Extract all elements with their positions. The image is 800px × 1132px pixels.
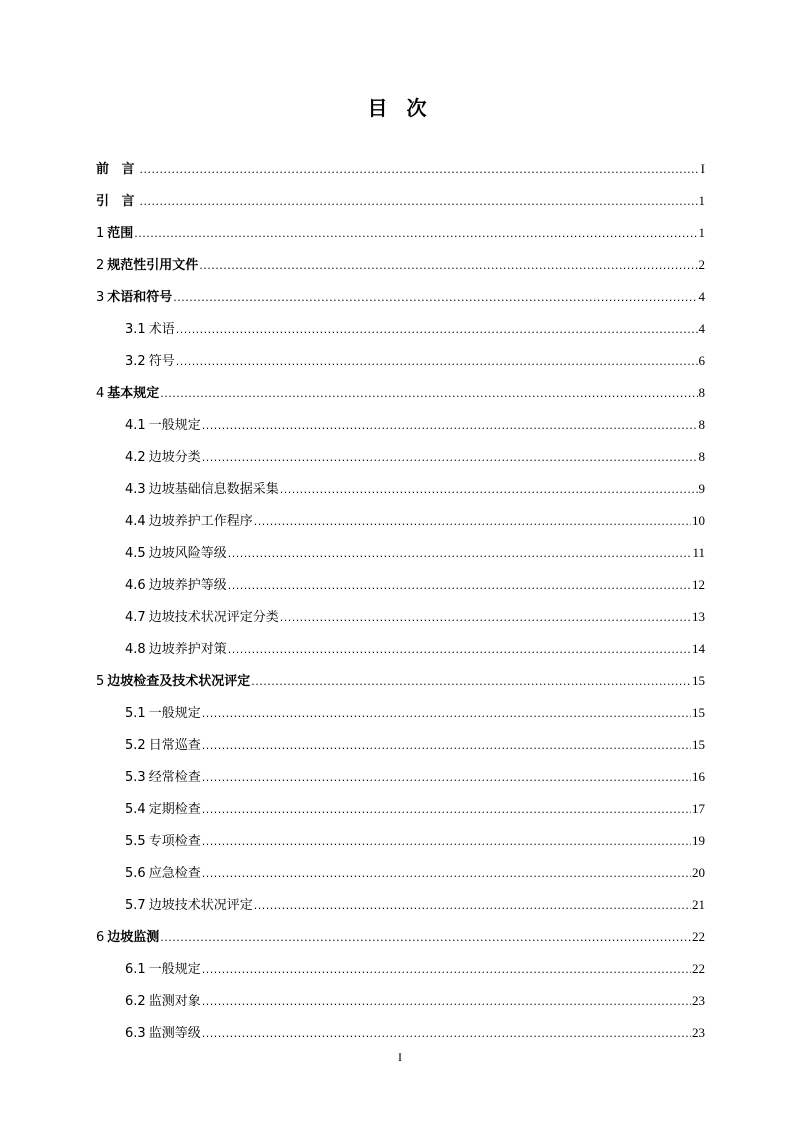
toc-entry[interactable]	[96, 761, 705, 793]
toc-entry-label: 一般规定	[148, 418, 201, 433]
toc-dot-leader	[202, 762, 691, 794]
toc-dot-leader	[202, 730, 691, 762]
toc-entry-page: 23	[692, 1025, 705, 1040]
toc-entry-number: 5.2	[125, 738, 146, 753]
toc-entry-label: 范围	[107, 226, 134, 241]
toc-dot-leader	[202, 858, 691, 890]
toc-entry-label: 边坡风险等级	[148, 546, 227, 561]
toc-entry[interactable]	[96, 985, 705, 1017]
toc-entry-label: 经常检查	[148, 770, 201, 785]
page-title: 目 次	[367, 96, 433, 120]
toc-entry-page: 10	[692, 513, 705, 528]
toc-entry-page: 21	[692, 897, 705, 912]
toc-entry-page: 8	[698, 385, 705, 400]
toc-entry-number: 5.5	[125, 834, 146, 849]
toc-entry-page: 22	[692, 929, 705, 944]
toc-dot-leader	[280, 602, 691, 634]
toc-dot-leader	[160, 922, 691, 954]
toc-entry-number: 5.4	[125, 802, 146, 817]
toc-entry-number: 4.2	[125, 450, 146, 465]
toc-entry[interactable]	[96, 601, 705, 633]
toc-dot-leader	[134, 218, 697, 250]
toc-entry-label: 监测对象	[148, 994, 201, 1009]
toc-entry-page: 17	[692, 801, 705, 816]
toc-dot-leader	[254, 890, 691, 922]
toc-entry-page: 15	[692, 673, 705, 688]
toc-dot-leader	[251, 666, 691, 698]
toc-dot-leader	[202, 442, 698, 474]
toc-entry[interactable]	[96, 377, 705, 409]
toc-entry-page: 9	[698, 481, 705, 496]
toc-entry[interactable]	[96, 473, 705, 505]
toc-entry-page: 2	[698, 257, 705, 272]
toc-entry[interactable]	[96, 633, 705, 665]
toc-entry-label: 边坡技术状况评定	[148, 898, 253, 913]
toc-entry[interactable]	[96, 825, 705, 857]
toc-entry-number: 5	[96, 674, 105, 689]
toc-entry[interactable]	[96, 889, 705, 921]
toc-dot-leader	[202, 986, 691, 1018]
toc-entry-number: 3.1	[125, 322, 146, 337]
toc-entry-number: 2	[96, 258, 105, 273]
toc-dot-leader	[202, 826, 691, 858]
toc-entry-label: 基本规定	[107, 386, 160, 401]
toc-entry-page: 4	[698, 321, 705, 336]
toc-dot-leader	[228, 538, 692, 570]
toc-entry[interactable]	[96, 857, 705, 889]
toc-entry[interactable]	[96, 665, 705, 697]
toc-entry-label: 边坡养护等级	[148, 578, 227, 593]
toc-dot-leader	[202, 1018, 691, 1050]
toc-entry[interactable]	[96, 793, 705, 825]
toc-entry-label: 边坡基础信息数据采集	[148, 482, 279, 497]
toc-entry[interactable]	[96, 729, 705, 761]
toc-entry-number: 5.3	[125, 770, 146, 785]
toc-dot-leader	[228, 570, 691, 602]
toc-entry-page: 15	[692, 705, 705, 720]
toc-entry-page: 4	[698, 289, 705, 304]
toc-dot-leader	[202, 794, 691, 826]
toc-entry-number: 4.8	[125, 642, 146, 657]
toc-entry-page: 19	[692, 833, 705, 848]
toc-entry-number: 4.5	[125, 546, 146, 561]
toc-dot-leader	[228, 634, 691, 666]
toc-entry-page: 14	[692, 641, 705, 656]
toc-entry[interactable]	[96, 505, 705, 537]
toc-entry[interactable]	[96, 537, 705, 569]
toc-entry-page: 23	[692, 993, 705, 1008]
toc-entry[interactable]	[96, 345, 705, 377]
toc-entry-page: 15	[692, 737, 705, 752]
toc-dot-leader	[140, 186, 698, 218]
toc-entry-number: 4.6	[125, 578, 146, 593]
toc-entry[interactable]	[96, 313, 705, 345]
toc-entry-label: 日常巡查	[148, 738, 201, 753]
toc-entry-number: 4.4	[125, 514, 146, 529]
toc-entry-number: 4.7	[125, 610, 146, 625]
toc-entry-number: 6	[96, 930, 105, 945]
toc-entry-label: 术语	[148, 322, 175, 337]
toc-entry-label: 术语和符号	[107, 290, 173, 305]
toc-entry-label: 边坡分类	[148, 450, 201, 465]
toc-entry-page: 20	[692, 865, 705, 880]
page-number: I	[398, 1050, 402, 1064]
toc-entry-page: 13	[692, 609, 705, 624]
toc-entry-number: 4	[96, 386, 105, 401]
toc-entry-page: I	[700, 161, 705, 176]
toc-entry[interactable]	[96, 217, 705, 249]
toc-entry-label: 边坡监测	[107, 930, 160, 945]
toc-entry-number: 6.1	[125, 962, 146, 977]
toc-dot-leader	[254, 506, 691, 538]
toc-entry[interactable]	[96, 281, 705, 313]
toc-entry[interactable]	[96, 1017, 705, 1049]
toc-entry-page: 22	[692, 961, 705, 976]
toc-entry[interactable]	[96, 153, 705, 185]
toc-entry-page: 12	[692, 577, 705, 592]
toc-entry-label: 一般规定	[148, 706, 201, 721]
toc-entry-page: 11	[692, 545, 705, 560]
toc-entry-label: 边坡养护工作程序	[148, 514, 253, 529]
toc-entry-page: 6	[698, 353, 705, 368]
toc-entry-page: 8	[698, 449, 705, 464]
toc-entry-page: 1	[698, 225, 705, 240]
toc-entry-label: 定期检查	[148, 802, 201, 817]
toc-entry-label: 规范性引用文件	[107, 258, 199, 273]
toc-dot-leader	[202, 698, 691, 730]
toc-entry[interactable]	[96, 697, 705, 729]
toc-entry-number: 3.2	[125, 354, 146, 369]
toc-entry-label: 专项检查	[148, 834, 201, 849]
toc-dot-leader	[176, 314, 698, 346]
toc-entry-label: 边坡技术状况评定分类	[148, 610, 279, 625]
toc-entry-number: 6.2	[125, 994, 146, 1009]
table-of-contents	[96, 153, 705, 1049]
toc-entry[interactable]	[96, 953, 705, 985]
toc-entry[interactable]	[96, 569, 705, 601]
toc-dot-leader	[176, 346, 698, 378]
toc-entry-label: 边坡养护对策	[148, 642, 227, 657]
toc-dot-leader	[173, 282, 697, 314]
toc-entry-label: 应急检查	[148, 866, 201, 881]
toc-entry-label: 前 言	[96, 162, 139, 177]
toc-dot-leader	[160, 378, 697, 410]
toc-entry-label: 边坡检查及技术状况评定	[107, 674, 251, 689]
toc-dot-leader	[199, 250, 697, 282]
toc-entry-number: 6.3	[125, 1026, 146, 1041]
toc-dot-leader	[202, 954, 691, 986]
toc-entry-label: 监测等级	[148, 1026, 201, 1041]
toc-entry[interactable]	[96, 185, 705, 217]
toc-entry-number: 3	[96, 290, 105, 305]
toc-entry[interactable]	[96, 441, 705, 473]
toc-dot-leader	[202, 410, 698, 442]
toc-entry-page: 16	[692, 769, 705, 784]
toc-entry[interactable]	[96, 921, 705, 953]
toc-entry-label: 引 言	[96, 194, 139, 209]
toc-entry[interactable]	[96, 409, 705, 441]
toc-entry-number: 1	[96, 226, 105, 241]
toc-entry[interactable]	[96, 249, 705, 281]
toc-entry-page: 8	[698, 417, 705, 432]
toc-dot-leader	[280, 474, 698, 506]
toc-dot-leader	[140, 154, 700, 186]
toc-entry-number: 4.3	[125, 482, 146, 497]
toc-entry-page: 1	[698, 193, 705, 208]
toc-entry-number: 5.1	[125, 706, 146, 721]
toc-entry-number: 5.6	[125, 866, 146, 881]
toc-entry-label: 一般规定	[148, 962, 201, 977]
toc-entry-label: 符号	[148, 354, 175, 369]
toc-entry-number: 5.7	[125, 898, 146, 913]
toc-entry-number: 4.1	[125, 418, 146, 433]
